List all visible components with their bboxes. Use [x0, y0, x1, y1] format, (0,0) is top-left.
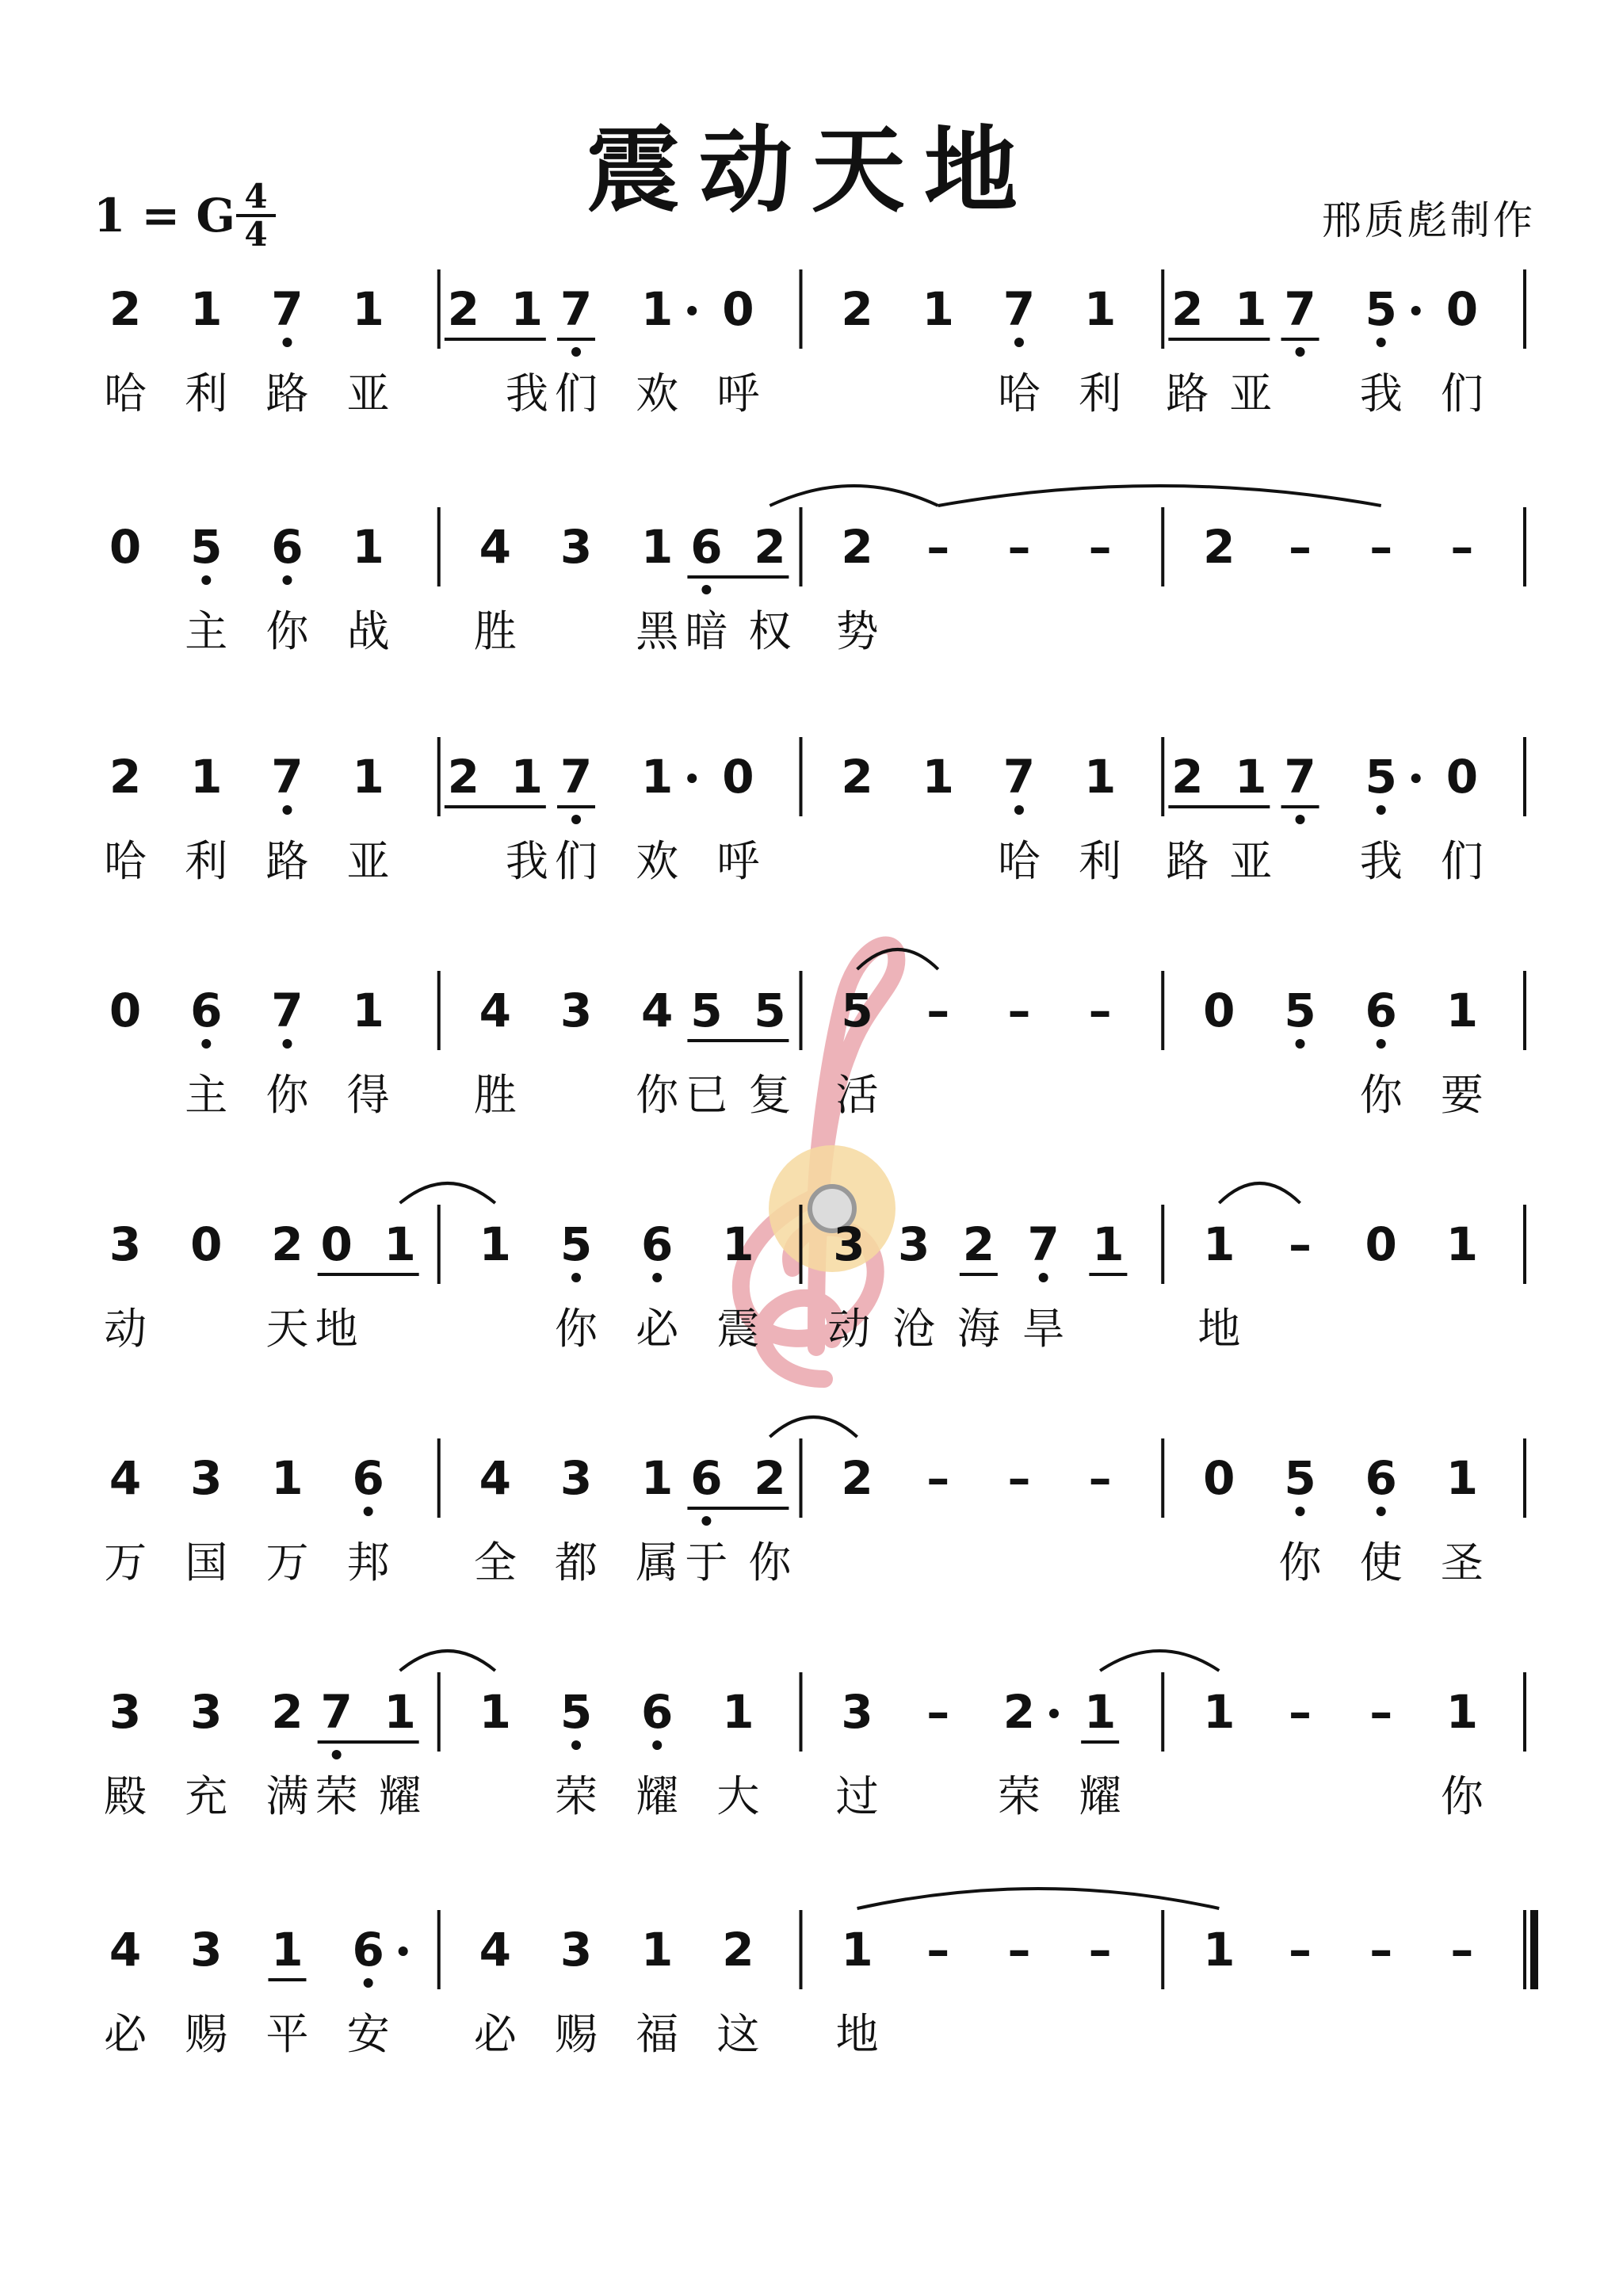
note: 3	[897, 1217, 930, 1271]
tie-slur	[769, 1417, 857, 1437]
note: 5	[190, 520, 223, 574]
augmentation-dot	[687, 774, 697, 783]
note: –	[1369, 520, 1393, 574]
note: 1	[352, 520, 384, 574]
tie-slur	[857, 1889, 1220, 1908]
note: 1	[352, 750, 384, 804]
low-octave-dot	[571, 1273, 581, 1282]
note: 2	[271, 1217, 304, 1271]
note: 2	[1171, 282, 1204, 336]
note: 1	[1235, 282, 1267, 336]
note: 2	[841, 750, 873, 804]
lyric-char: 胜	[473, 606, 517, 656]
note: 1	[922, 750, 954, 804]
note: 1	[1235, 750, 1267, 804]
note: 2	[109, 282, 142, 336]
lyric-char: 暗	[685, 606, 728, 656]
tie-slur	[769, 486, 938, 506]
lyric-char: 亚	[346, 836, 390, 886]
low-octave-dot	[1014, 338, 1024, 347]
lyric-char: 要	[1440, 1070, 1484, 1120]
note: 2	[447, 750, 480, 804]
lyric-char: 荣	[555, 1771, 598, 1821]
lyric-char: 哈	[997, 836, 1041, 886]
note: 3	[109, 1217, 142, 1271]
note: 2	[962, 1217, 995, 1271]
lyric-char: 必	[104, 2009, 147, 2059]
low-octave-dot	[1377, 805, 1386, 815]
note: 1	[510, 750, 544, 804]
note: 1	[510, 282, 544, 336]
note: 1	[641, 1923, 674, 1977]
note: 2	[841, 282, 873, 336]
note: 5	[1365, 282, 1397, 336]
note: 1	[641, 750, 674, 804]
lyric-char: 万	[265, 1538, 309, 1587]
lyric-char: 路	[1166, 369, 1209, 418]
note: 0	[190, 1217, 223, 1271]
lyric-char: 平	[265, 2009, 309, 2059]
note: 1	[352, 984, 384, 1037]
note: –	[1088, 1451, 1112, 1505]
lyric-char: 地	[1197, 1304, 1241, 1354]
low-octave-dot	[364, 1978, 373, 1988]
note: –	[926, 1923, 950, 1977]
lyric-char: 你	[636, 1070, 679, 1120]
lyric-char: 邦	[346, 1538, 390, 1587]
note: 5	[1284, 1451, 1316, 1505]
note: –	[1088, 1923, 1112, 1977]
note: 2	[1002, 1685, 1036, 1739]
score-title: 震动天地	[586, 115, 1037, 225]
note: 2	[1203, 520, 1235, 574]
lyric-char: 你	[555, 1304, 598, 1354]
low-octave-dot	[1014, 805, 1024, 815]
lyric-char: 必	[473, 2009, 517, 2059]
note: 1	[384, 1685, 416, 1739]
lyric-char: 国	[185, 1538, 228, 1587]
time-signature-top: 4	[244, 177, 268, 216]
lyric-char: 耀	[636, 1771, 679, 1821]
lyric-char: 我	[1359, 836, 1403, 886]
note: 3	[190, 1451, 223, 1505]
lyric-char: 你	[265, 1070, 309, 1120]
note: 7	[1284, 750, 1316, 804]
lyric-char: 亚	[1229, 836, 1273, 886]
lyric-char: 哈	[104, 369, 147, 418]
augmentation-dot	[1049, 1709, 1059, 1718]
note: 2	[271, 1685, 304, 1739]
low-octave-dot	[282, 805, 292, 815]
note: 6	[352, 1923, 384, 1977]
note: 1	[1445, 1451, 1479, 1505]
augmentation-dot	[399, 1946, 408, 1956]
lyric-char: 赐	[555, 2009, 598, 2059]
lyric-char: 哈	[104, 836, 147, 886]
lyric-char: 殿	[104, 1771, 147, 1821]
lyric-char: 欢	[636, 836, 679, 886]
lyric-char: 我	[505, 836, 548, 886]
lyric-char: 路	[265, 836, 309, 886]
note: –	[1289, 1923, 1312, 1977]
note: 2	[447, 282, 480, 336]
lyric-char: 复	[748, 1070, 792, 1120]
note: 2	[841, 520, 873, 574]
note: 1	[1083, 282, 1117, 336]
note: 0	[109, 984, 142, 1037]
note: 3	[190, 1923, 223, 1977]
lyric-char: 荣	[997, 1771, 1041, 1821]
note: 1	[641, 282, 674, 336]
lyric-char: 路	[1166, 836, 1209, 886]
note: 1	[352, 282, 384, 336]
note: 0	[1445, 750, 1479, 804]
lyric-char: 地	[315, 1304, 358, 1354]
note: 1	[1445, 984, 1479, 1037]
lyric-char: 耀	[378, 1771, 422, 1821]
note: 2	[1171, 750, 1204, 804]
lyric-char: 得	[346, 1070, 390, 1120]
lyric-char: 利	[1079, 836, 1122, 886]
low-octave-dot	[1377, 1507, 1386, 1516]
note: 4	[641, 984, 674, 1037]
note: 6	[641, 1685, 674, 1739]
note: 0	[1445, 282, 1479, 336]
note: 3	[559, 1923, 593, 1977]
note: 6	[690, 1451, 723, 1505]
low-octave-dot	[1039, 1273, 1048, 1282]
note: 0	[1365, 1217, 1397, 1271]
note: 3	[559, 520, 593, 574]
note: 7	[1002, 282, 1036, 336]
note: –	[926, 984, 950, 1037]
note: 5	[841, 984, 873, 1037]
note: 1	[1445, 1685, 1479, 1739]
note: 6	[271, 520, 304, 574]
lyric-char: 震	[716, 1304, 760, 1354]
note: –	[1450, 520, 1474, 574]
note: 6	[352, 1451, 384, 1505]
note: 3	[559, 1451, 593, 1505]
low-octave-dot	[201, 575, 211, 585]
lyric-char: 你	[265, 606, 309, 656]
note: 0	[1203, 1451, 1235, 1505]
note: 1	[479, 1217, 512, 1271]
lyric-char: 福	[636, 2009, 679, 2059]
lyric-char: 们	[1440, 369, 1484, 418]
lyric-char: 于	[685, 1538, 728, 1587]
lyric-char: 满	[265, 1771, 309, 1821]
note: 1	[1445, 1217, 1479, 1271]
note: 0	[1203, 984, 1235, 1037]
note: –	[926, 1685, 950, 1739]
augmentation-dot	[687, 306, 697, 315]
low-octave-dot	[364, 1507, 373, 1516]
lyric-char: 活	[835, 1070, 879, 1120]
low-octave-dot	[282, 575, 292, 585]
lyric-char: 天	[265, 1304, 309, 1354]
lyric-char: 利	[185, 369, 228, 418]
note: 0	[722, 282, 754, 336]
note: –	[1088, 520, 1112, 574]
note: 1	[641, 520, 674, 574]
lyric-char: 战	[346, 606, 390, 656]
lyric-char: 利	[185, 836, 228, 886]
lyric-char: 动	[104, 1304, 147, 1354]
low-octave-dot	[1296, 1039, 1305, 1049]
note: 1	[1203, 1217, 1235, 1271]
lyric-char: 大	[716, 1771, 760, 1821]
lyric-char: 你	[1440, 1771, 1484, 1821]
key-signature: 1 = G	[94, 189, 235, 243]
note: 0	[109, 520, 142, 574]
lyric-char: 你	[748, 1538, 792, 1587]
note: 1	[190, 282, 223, 336]
note: –	[1289, 520, 1312, 574]
augmentation-dot	[1411, 774, 1421, 783]
note: 0	[722, 750, 754, 804]
note: –	[1007, 984, 1031, 1037]
low-octave-dot	[652, 1740, 662, 1750]
note: 1	[271, 1923, 304, 1977]
lyric-char: 路	[265, 369, 309, 418]
note: 6	[1365, 1451, 1397, 1505]
note: 1	[479, 1685, 512, 1739]
note: 1	[1092, 1217, 1125, 1271]
arranger-credit: 邢质彪制作	[1322, 197, 1536, 243]
low-octave-dot	[1296, 815, 1305, 824]
note: 7	[320, 1685, 353, 1739]
lyric-char: 呼	[716, 369, 760, 418]
note: 5	[1284, 984, 1316, 1037]
lyric-char: 动	[827, 1304, 871, 1354]
lyric-char: 已	[685, 1070, 728, 1120]
note: 4	[109, 1451, 142, 1505]
note: 2	[841, 1451, 873, 1505]
tie-slur	[400, 1651, 495, 1671]
lyric-char: 使	[1359, 1538, 1403, 1587]
note: 1	[271, 1451, 304, 1505]
note: 1	[1083, 750, 1117, 804]
lyric-char: 赐	[185, 2009, 228, 2059]
lyric-char: 沧	[892, 1304, 936, 1354]
lyric-char: 黑	[636, 606, 679, 656]
low-octave-dot	[571, 815, 581, 824]
note: 1	[722, 1685, 754, 1739]
low-octave-dot	[571, 1740, 581, 1750]
note: 1	[722, 1217, 754, 1271]
low-octave-dot	[282, 1039, 292, 1049]
note: 7	[1027, 1217, 1060, 1271]
note: 3	[559, 984, 593, 1037]
note: 1	[384, 1217, 416, 1271]
note: –	[1088, 984, 1112, 1037]
note: 6	[190, 984, 223, 1037]
note: 1	[641, 1451, 674, 1505]
lyric-char: 亚	[1229, 369, 1273, 418]
lyric-char: 都	[555, 1538, 598, 1587]
tie-slur	[938, 486, 1381, 506]
lyric-char: 势	[835, 606, 879, 656]
lyric-char: 耀	[1079, 1771, 1122, 1821]
note: 3	[841, 1685, 873, 1739]
note: –	[1007, 1923, 1031, 1977]
low-octave-dot	[571, 347, 581, 357]
low-octave-dot	[1377, 1039, 1386, 1049]
note: –	[926, 520, 950, 574]
note: 7	[271, 984, 304, 1037]
low-octave-dot	[1377, 338, 1386, 347]
note: 7	[1284, 282, 1316, 336]
lyric-char: 属	[636, 1538, 679, 1587]
tie-slur	[857, 949, 938, 969]
lyric-char: 荣	[315, 1771, 358, 1821]
note: 7	[1002, 750, 1036, 804]
note: 2	[754, 520, 786, 574]
lyric-char: 主	[185, 606, 228, 656]
note: –	[1369, 1923, 1393, 1977]
lyric-char: 权	[748, 606, 792, 656]
low-octave-dot	[701, 585, 711, 594]
note: 3	[190, 1685, 223, 1739]
lyric-char: 主	[185, 1070, 228, 1120]
note: 5	[559, 1685, 593, 1739]
lyric-char: 过	[835, 1771, 879, 1821]
note: 1	[1203, 1923, 1235, 1977]
note: 1	[1203, 1685, 1235, 1739]
note: 1	[190, 750, 223, 804]
lyric-char: 充	[185, 1771, 228, 1821]
lyric-char: 必	[636, 1304, 679, 1354]
note: 5	[754, 984, 786, 1037]
tie-slur	[400, 1183, 495, 1203]
note: 7	[559, 282, 593, 336]
lyric-char: 安	[346, 2009, 390, 2059]
note: 2	[722, 1923, 754, 1977]
note: 0	[320, 1217, 353, 1271]
note: –	[1450, 1923, 1474, 1977]
low-octave-dot	[1296, 1507, 1305, 1516]
lyric-char: 我	[1359, 369, 1403, 418]
note: 6	[641, 1217, 674, 1271]
lyric-char: 海	[957, 1304, 1000, 1354]
low-octave-dot	[1296, 347, 1305, 357]
note: 3	[109, 1685, 142, 1739]
lyric-char: 胜	[473, 1070, 517, 1120]
lyric-char: 们	[1440, 836, 1484, 886]
lyric-char: 们	[555, 836, 598, 886]
note: –	[1007, 520, 1031, 574]
lyric-char: 我	[505, 369, 548, 418]
note: 7	[271, 750, 304, 804]
lyric-char: 哈	[997, 369, 1041, 418]
lyric-char: 旱	[1022, 1304, 1065, 1354]
note: 1	[922, 282, 954, 336]
note: 1	[1083, 1685, 1117, 1739]
note: 4	[479, 984, 512, 1037]
note: –	[1007, 1451, 1031, 1505]
lyric-char: 呼	[716, 836, 760, 886]
low-octave-dot	[332, 1750, 342, 1759]
low-octave-dot	[652, 1273, 662, 1282]
note: –	[1369, 1685, 1393, 1739]
time-signature-bottom: 4	[244, 215, 268, 254]
note: –	[1289, 1685, 1312, 1739]
lyric-char: 万	[104, 1538, 147, 1587]
note: 7	[559, 750, 593, 804]
lyric-char: 你	[1359, 1070, 1403, 1120]
note: 5	[559, 1217, 593, 1271]
lyric-char: 地	[835, 2009, 879, 2059]
lyric-char: 全	[473, 1538, 517, 1587]
note: 4	[479, 1451, 512, 1505]
lyric-char: 亚	[346, 369, 390, 418]
low-octave-dot	[201, 1039, 211, 1049]
augmentation-dot	[1411, 306, 1421, 315]
note: 4	[109, 1923, 142, 1977]
note: 2	[109, 750, 142, 804]
note: 4	[479, 520, 512, 574]
note: 4	[479, 1923, 512, 1977]
note: 6	[1365, 984, 1397, 1037]
note: 5	[690, 984, 723, 1037]
tie-slur	[1100, 1651, 1219, 1671]
note: 3	[833, 1217, 865, 1271]
lyric-char: 你	[1278, 1538, 1322, 1587]
lyric-char: 欢	[636, 369, 679, 418]
lyric-char: 这	[716, 2009, 760, 2059]
lyric-char: 圣	[1440, 1538, 1484, 1587]
note: –	[926, 1451, 950, 1505]
note: 6	[690, 520, 723, 574]
tie-slur	[1219, 1183, 1300, 1203]
low-octave-dot	[701, 1516, 711, 1526]
note: –	[1289, 1217, 1312, 1271]
note: 2	[754, 1451, 786, 1505]
note: 7	[271, 282, 304, 336]
low-octave-dot	[282, 338, 292, 347]
note: 1	[841, 1923, 873, 1977]
lyric-char: 利	[1079, 369, 1122, 418]
note: 5	[1365, 750, 1397, 804]
lyric-char: 们	[555, 369, 598, 418]
